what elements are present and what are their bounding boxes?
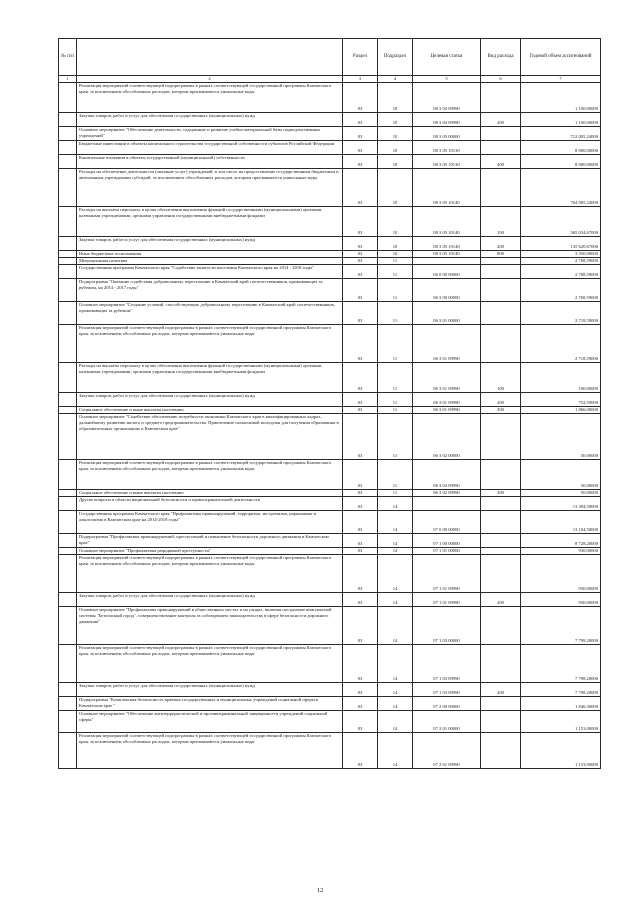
table-row bbox=[59, 407, 601, 414]
row-name-cell: Закупка товаров, работ и услуг для обеспечения государственных (муниципальных) нужд bbox=[77, 237, 343, 251]
row-number-cell bbox=[59, 697, 77, 711]
row-target-article-cell: 08 3 05 10140 bbox=[413, 169, 481, 207]
row-amount-cell: 13 394,50000 bbox=[521, 497, 601, 511]
row-name-cell: Закупка товаров, работ и услуг для обеспечения государственных (муниципальных) нужд bbox=[77, 593, 343, 607]
table-row bbox=[59, 207, 601, 237]
budget-table bbox=[58, 38, 601, 769]
row-name-cell: Закупка товаров, работ и услуг для обеспечения государственных (муниципальных) нужд bbox=[77, 113, 343, 127]
row-target-article-cell: 07 1 01 09990 bbox=[413, 593, 481, 607]
row-section-cell: 03 bbox=[343, 325, 378, 363]
row-subsection-cell: 14 bbox=[378, 534, 413, 548]
row-number-cell bbox=[59, 155, 77, 169]
row-name-cell: Государственная программа Камчатского края "Профилактика правонарушений, терроризма, экстремизма, наркомании и алкоголизма в Камчатском крае на 2014-2018 годы" bbox=[77, 511, 343, 534]
row-name-cell: Основное мероприятие "Обеспечение деятельности, содержание и развитие учебно-материальной базы подведомственных учреждений" bbox=[77, 127, 343, 141]
row-name-cell: Социальное обеспечение и иные выплаты населению bbox=[77, 407, 343, 414]
row-section-cell: 03 bbox=[343, 697, 378, 711]
row-subsection-cell: 14 bbox=[378, 511, 413, 534]
row-expense-type-cell bbox=[481, 414, 521, 460]
row-section-cell: 03 bbox=[343, 127, 378, 141]
table-row bbox=[59, 548, 601, 555]
table-row bbox=[59, 645, 601, 683]
row-section-cell: 03 bbox=[343, 460, 378, 490]
row-number-cell bbox=[59, 497, 77, 511]
table-row bbox=[59, 733, 601, 769]
row-target-article-cell: 07 2 01 09990 bbox=[413, 733, 481, 769]
row-subsection-cell: 10 bbox=[378, 113, 413, 127]
row-section-cell: 03 bbox=[343, 607, 378, 645]
row-subsection-cell: 11 bbox=[378, 460, 413, 490]
row-target-article-cell: 06 3 01 09990 bbox=[413, 407, 481, 414]
col-header-target-article: Целевая статья bbox=[413, 39, 481, 76]
row-amount-cell: 2 768,59000 bbox=[521, 258, 601, 265]
row-amount-cell: 930,00000 bbox=[521, 548, 601, 555]
row-subsection-cell: 11 bbox=[378, 393, 413, 407]
row-target-article-cell: 08 3 04 09990 bbox=[413, 83, 481, 113]
row-target-article-cell: 06 3 01 09990 bbox=[413, 363, 481, 393]
row-target-article-cell: 08 3 05 00000 bbox=[413, 127, 481, 141]
row-subsection-cell: 11 bbox=[378, 279, 413, 302]
table-row bbox=[59, 534, 601, 548]
row-expense-type-cell bbox=[481, 607, 521, 645]
row-expense-type-cell bbox=[481, 83, 521, 113]
row-target-article-cell: 07 1 03 09990 bbox=[413, 645, 481, 683]
row-amount-cell: 50,00000 bbox=[521, 414, 601, 460]
row-section-cell: 03 bbox=[343, 279, 378, 302]
row-section-cell: 03 bbox=[343, 363, 378, 393]
table-row bbox=[59, 141, 601, 155]
row-name-cell: Закупка товаров, работ и услуг для обеспечения государственных (муниципальных) нужд bbox=[77, 683, 343, 697]
table-row bbox=[59, 113, 601, 127]
row-subsection-cell: 10 bbox=[378, 155, 413, 169]
row-number-cell bbox=[59, 593, 77, 607]
table-row bbox=[59, 460, 601, 490]
row-target-article-cell: 06 0 00 00000 bbox=[413, 265, 481, 279]
table-row bbox=[59, 497, 601, 511]
row-expense-type-cell: 200 bbox=[481, 393, 521, 407]
row-target-article-cell: 08 3 04 09990 bbox=[413, 113, 481, 127]
row-section-cell: 03 bbox=[343, 733, 378, 769]
row-name-cell: Реализация мероприятий соответствующей подпрограммы в рамках соответствующей государственной программы Камчатского края, за исключением обособленных расходов, которым присваиваются уникальные коды bbox=[77, 83, 343, 113]
row-section-cell: 03 bbox=[343, 251, 378, 258]
row-section-cell: 03 bbox=[343, 237, 378, 251]
row-target-article-cell bbox=[413, 497, 481, 511]
row-amount-cell: 1 153,00000 bbox=[521, 733, 601, 769]
table-body bbox=[59, 83, 601, 769]
row-amount-cell: 2 768,59000 bbox=[521, 279, 601, 302]
row-section-cell: 03 bbox=[343, 207, 378, 237]
row-number-cell bbox=[59, 711, 77, 733]
row-amount-cell: 712 005,24000 bbox=[521, 127, 601, 141]
row-subsection-cell: 11 bbox=[378, 363, 413, 393]
col-header-expense-type: Вид расхода bbox=[481, 39, 521, 76]
row-name-cell: Основное мероприятие "Профилактика правонарушений в общественных местах и на улицах, включая построение комплексной системы "Безопасный город", совершенствование контроля за соблюдением законодательства в сфере безопасности дорожного движения" bbox=[77, 607, 343, 645]
row-subsection-cell: 11 bbox=[378, 258, 413, 265]
row-section-cell: 03 bbox=[343, 548, 378, 555]
row-number-cell bbox=[59, 645, 77, 683]
row-number-cell bbox=[59, 113, 77, 127]
row-number-cell bbox=[59, 258, 77, 265]
row-section-cell: 03 bbox=[343, 497, 378, 511]
row-subsection-cell: 11 bbox=[378, 407, 413, 414]
row-subsection-cell: 11 bbox=[378, 490, 413, 497]
row-expense-type-cell bbox=[481, 279, 521, 302]
row-number-cell bbox=[59, 169, 77, 207]
table-row bbox=[59, 325, 601, 363]
row-name-cell: Капитальные вложения в объекты государственной (муниципальной) собственности bbox=[77, 155, 343, 169]
row-target-article-cell: 08 3 05 10130 bbox=[413, 155, 481, 169]
row-target-article-cell: 07 1 00 00000 bbox=[413, 534, 481, 548]
table-row bbox=[59, 697, 601, 711]
row-expense-type-cell bbox=[481, 265, 521, 279]
row-name-cell: Основное мероприятие "Обеспечение антитеррористической и противокриминальной защищенности учреждений социальной сферы" bbox=[77, 711, 343, 733]
row-subsection-cell: 14 bbox=[378, 711, 413, 733]
row-subsection-cell: 14 bbox=[378, 555, 413, 593]
row-name-cell: Социальное обеспечение и иные выплаты населению bbox=[77, 490, 343, 497]
row-amount-cell: 50,00000 bbox=[521, 490, 601, 497]
row-name-cell: Расходы на выплаты персоналу в целях обеспечения выполнения функций государственными (муниципальными) органами, казенными учреждениями, органами управления государственными внебюджетными фондами bbox=[77, 363, 343, 393]
row-section-cell: 03 bbox=[343, 534, 378, 548]
row-number-cell bbox=[59, 683, 77, 697]
row-subsection-cell: 14 bbox=[378, 593, 413, 607]
row-expense-type-cell: 300 bbox=[481, 490, 521, 497]
column-index: 1 bbox=[59, 76, 77, 83]
row-name-cell: Государственная программа Камчатского края "Содействие занятости населения Камчатского края на 2014 - 2018 годы" bbox=[77, 265, 343, 279]
row-target-article-cell: 06 3 01 00000 bbox=[413, 302, 481, 325]
table-row bbox=[59, 490, 601, 497]
row-subsection-cell: 10 bbox=[378, 207, 413, 237]
row-target-article-cell: 06 3 00 00000 bbox=[413, 279, 481, 302]
row-target-article-cell: 06 3 02 00000 bbox=[413, 414, 481, 460]
row-name-cell: Другие вопросы в области национальной безопасности и правоохранительной деятельности bbox=[77, 497, 343, 511]
row-section-cell: 03 bbox=[343, 113, 378, 127]
row-amount-cell: 7 798,20000 bbox=[521, 683, 601, 697]
row-number-cell bbox=[59, 407, 77, 414]
row-subsection-cell: 10 bbox=[378, 127, 413, 141]
row-name-cell: Миграционная политика bbox=[77, 258, 343, 265]
row-section-cell: 03 bbox=[343, 258, 378, 265]
row-target-article-cell: 06 3 01 09990 bbox=[413, 393, 481, 407]
table-row bbox=[59, 555, 601, 593]
row-number-cell bbox=[59, 548, 77, 555]
row-amount-cell: 1 100,00000 bbox=[521, 113, 601, 127]
row-name-cell: Основное мероприятие "Профилактика рецидивной преступности" bbox=[77, 548, 343, 555]
row-subsection-cell: 14 bbox=[378, 645, 413, 683]
row-name-cell: Иные бюджетные ассигнования bbox=[77, 251, 343, 258]
row-name-cell: Подпрограмма "Комплексная безопасность краевых государственных и муниципальных учреждений социальной сферы в Камчатском крае " bbox=[77, 697, 343, 711]
column-index-row bbox=[59, 76, 601, 83]
row-expense-type-cell: 200 bbox=[481, 683, 521, 697]
row-expense-type-cell bbox=[481, 127, 521, 141]
row-section-cell: 03 bbox=[343, 555, 378, 593]
row-number-cell bbox=[59, 733, 77, 769]
table-row bbox=[59, 251, 601, 258]
row-amount-cell: 7 798,20000 bbox=[521, 645, 601, 683]
table-row bbox=[59, 279, 601, 302]
row-number-cell bbox=[59, 302, 77, 325]
row-name-cell: Реализация мероприятий соответствующей подпрограммы в рамках соответствующей государственной программы Камчатского края, за исключением обособленных расходов, которым присваиваются уникальные коды bbox=[77, 645, 343, 683]
row-section-cell: 03 bbox=[343, 490, 378, 497]
row-target-article-cell: 07 1 01 00000 bbox=[413, 548, 481, 555]
row-expense-type-cell: 300 bbox=[481, 407, 521, 414]
table-row bbox=[59, 363, 601, 393]
row-amount-cell: 2 768,59000 bbox=[521, 265, 601, 279]
col-header-section: Раздел bbox=[343, 39, 378, 76]
row-target-article-cell: 08 3 05 10140 bbox=[413, 237, 481, 251]
row-name-cell: Расходы на обеспечение деятельности (оказание услуг) учреждений, в том числе на предоставление государственным бюджетным и автономным учреждениям субсидий, за исключением обособленных расходов, которым присваиваются уникальные коды bbox=[77, 169, 343, 207]
row-section-cell: 03 bbox=[343, 711, 378, 733]
table-row bbox=[59, 593, 601, 607]
row-expense-type-cell bbox=[481, 325, 521, 363]
row-expense-type-cell bbox=[481, 697, 521, 711]
row-amount-cell: 2 718,59000 bbox=[521, 325, 601, 363]
table-row bbox=[59, 265, 601, 279]
row-amount-cell: 3 350,00000 bbox=[521, 251, 601, 258]
row-number-cell bbox=[59, 207, 77, 237]
table-row bbox=[59, 711, 601, 733]
row-target-article-cell: 07 1 03 09990 bbox=[413, 683, 481, 697]
row-section-cell: 03 bbox=[343, 414, 378, 460]
col-header-name bbox=[77, 39, 343, 76]
row-expense-type-cell: 200 bbox=[481, 237, 521, 251]
table-row bbox=[59, 511, 601, 534]
row-amount-cell: 565 034,67000 bbox=[521, 207, 601, 237]
row-amount-cell: 50,00000 bbox=[521, 460, 601, 490]
row-number-cell bbox=[59, 607, 77, 645]
column-index: 4 bbox=[378, 76, 413, 83]
row-section-cell: 03 bbox=[343, 141, 378, 155]
column-index: 7 bbox=[521, 76, 601, 83]
row-expense-type-cell: 200 bbox=[481, 593, 521, 607]
row-number-cell bbox=[59, 555, 77, 593]
row-subsection-cell: 11 bbox=[378, 302, 413, 325]
row-number-cell bbox=[59, 265, 77, 279]
row-amount-cell: 1 866,00000 bbox=[521, 407, 601, 414]
row-expense-type-cell: 400 bbox=[481, 155, 521, 169]
row-expense-type-cell: 100 bbox=[481, 207, 521, 237]
row-subsection-cell: 10 bbox=[378, 169, 413, 207]
row-number-cell bbox=[59, 414, 77, 460]
row-name-cell: Реализация мероприятий соответствующей подпрограммы в рамках соответствующей государственной программы Камчатского края, за исключением обособленных расходов, которым присваиваются уникальные коды bbox=[77, 460, 343, 490]
table-row bbox=[59, 258, 601, 265]
row-expense-type-cell bbox=[481, 534, 521, 548]
row-number-cell bbox=[59, 127, 77, 141]
row-target-article-cell: 07 1 03 00000 bbox=[413, 607, 481, 645]
row-number-cell bbox=[59, 141, 77, 155]
row-name-cell: Основное мероприятие "Создание условий, способствующих добровольному переселению в Камчатский край соотечественников, проживающих за рубежом" bbox=[77, 302, 343, 325]
row-number-cell bbox=[59, 490, 77, 497]
table-row bbox=[59, 414, 601, 460]
row-target-article-cell: 07 1 01 09990 bbox=[413, 555, 481, 593]
page-number: 12 bbox=[316, 887, 324, 894]
row-number-cell bbox=[59, 363, 77, 393]
row-amount-cell: 8 000,00000 bbox=[521, 141, 601, 155]
row-expense-type-cell: 200 bbox=[481, 113, 521, 127]
row-section-cell: 03 bbox=[343, 393, 378, 407]
row-amount-cell: 135 620,67000 bbox=[521, 237, 601, 251]
table-row bbox=[59, 302, 601, 325]
row-subsection-cell: 10 bbox=[378, 237, 413, 251]
row-section-cell: 03 bbox=[343, 83, 378, 113]
row-amount-cell: 704 005,24000 bbox=[521, 169, 601, 207]
row-name-cell: Реализация мероприятий соответствующей подпрограммы в рамках соответствующей государственной программы Камчатского края, за исключением обособленных расходов, которым присваиваются уникальные коды bbox=[77, 733, 343, 769]
row-subsection-cell: 11 bbox=[378, 265, 413, 279]
row-subsection-cell: 11 bbox=[378, 325, 413, 363]
row-name-cell: Подпрограмма "Оказание содействия добровольному переселению в Камчатский край соотечественников, проживающих за рубежом, на 2014 - 2017 годы" bbox=[77, 279, 343, 302]
row-section-cell: 03 bbox=[343, 302, 378, 325]
row-subsection-cell: 10 bbox=[378, 251, 413, 258]
table-row bbox=[59, 169, 601, 207]
row-name-cell: Расходы на выплаты персоналу в целях обеспечения выполнения функций государственными (муниципальными) органами, казенными учреждениями, органами управления государственными внебюджетными фондами bbox=[77, 207, 343, 237]
row-subsection-cell: 11 bbox=[378, 414, 413, 460]
row-amount-cell: 930,00000 bbox=[521, 593, 601, 607]
table-header bbox=[59, 39, 601, 83]
row-name-cell: Реализация мероприятий соответствующей подпрограммы в рамках соответствующей государственной программы Камчатского края, за исключением обособленных расходов, которым присваиваются уникальные коды bbox=[77, 325, 343, 363]
budget-table-sheet bbox=[58, 38, 600, 769]
row-section-cell: 03 bbox=[343, 511, 378, 534]
row-amount-cell: 2 718,59000 bbox=[521, 302, 601, 325]
row-expense-type-cell bbox=[481, 548, 521, 555]
row-expense-type-cell bbox=[481, 555, 521, 593]
row-section-cell: 03 bbox=[343, 265, 378, 279]
row-number-cell bbox=[59, 534, 77, 548]
row-target-article-cell: 08 3 05 10140 bbox=[413, 207, 481, 237]
row-amount-cell: 100,00000 bbox=[521, 363, 601, 393]
row-number-cell bbox=[59, 325, 77, 363]
row-number-cell bbox=[59, 393, 77, 407]
row-section-cell: 03 bbox=[343, 407, 378, 414]
row-target-article-cell: 06 3 02 09990 bbox=[413, 460, 481, 490]
row-subsection-cell: 14 bbox=[378, 607, 413, 645]
row-target-article-cell: 07 2 01 00000 bbox=[413, 711, 481, 733]
row-amount-cell: 7 798,20000 bbox=[521, 607, 601, 645]
row-section-cell: 03 bbox=[343, 683, 378, 697]
row-amount-cell: 8 000,00000 bbox=[521, 155, 601, 169]
row-amount-cell: 930,00000 bbox=[521, 555, 601, 593]
row-target-article-cell: 08 3 05 10130 bbox=[413, 141, 481, 155]
row-amount-cell: 8 728,20000 bbox=[521, 534, 601, 548]
row-name-cell: Подпрограмма "Профилактика правонарушений, преступлений и повышение безопасности дорожного движения в Камчатском крае" bbox=[77, 534, 343, 548]
row-target-article-cell bbox=[413, 258, 481, 265]
row-target-article-cell: 08 3 05 10140 bbox=[413, 251, 481, 258]
row-expense-type-cell bbox=[481, 460, 521, 490]
row-subsection-cell: 14 bbox=[378, 548, 413, 555]
table-row bbox=[59, 683, 601, 697]
col-header-number: № п/п bbox=[59, 39, 77, 76]
row-expense-type-cell bbox=[481, 302, 521, 325]
row-expense-type-cell bbox=[481, 711, 521, 733]
row-expense-type-cell bbox=[481, 733, 521, 769]
column-index: 5 bbox=[413, 76, 481, 83]
row-section-cell: 03 bbox=[343, 155, 378, 169]
table-row bbox=[59, 83, 601, 113]
row-name-cell: Бюджетные инвестиции в объекты капитального строительства государственной собственности субъектов Российской Федерации bbox=[77, 141, 343, 155]
row-subsection-cell: 14 bbox=[378, 697, 413, 711]
row-expense-type-cell bbox=[481, 645, 521, 683]
row-amount-cell: 1 100,00000 bbox=[521, 83, 601, 113]
table-row bbox=[59, 607, 601, 645]
row-number-cell bbox=[59, 511, 77, 534]
row-number-cell bbox=[59, 83, 77, 113]
row-number-cell bbox=[59, 251, 77, 258]
row-amount-cell: 1 846,30000 bbox=[521, 697, 601, 711]
column-index: 3 bbox=[343, 76, 378, 83]
row-target-article-cell: 07 2 00 00000 bbox=[413, 697, 481, 711]
row-target-article-cell: 06 3 01 09990 bbox=[413, 325, 481, 363]
row-number-cell bbox=[59, 237, 77, 251]
row-section-cell: 03 bbox=[343, 169, 378, 207]
row-target-article-cell: 06 3 02 09990 bbox=[413, 490, 481, 497]
row-expense-type-cell bbox=[481, 511, 521, 534]
row-expense-type-cell: 800 bbox=[481, 251, 521, 258]
row-name-cell: Основное мероприятие "Содействие обеспечению потребности экономики Камчатского края в квалифицированных кадрах, дальнейшему развитию малого и среднего предпринимательства. Привлечение талантливой молодежи для получения образования в образовательных организациях в Камчатском крае" bbox=[77, 414, 343, 460]
row-amount-cell: 13 104,50000 bbox=[521, 511, 601, 534]
row-number-cell bbox=[59, 460, 77, 490]
col-header-annual-volume: Годовой объем ассигнований bbox=[521, 39, 601, 76]
row-subsection-cell: 10 bbox=[378, 141, 413, 155]
row-subsection-cell: 10 bbox=[378, 83, 413, 113]
column-index: 2 bbox=[77, 76, 343, 83]
row-expense-type-cell bbox=[481, 258, 521, 265]
table-row bbox=[59, 127, 601, 141]
row-expense-type-cell bbox=[481, 497, 521, 511]
row-subsection-cell: 14 bbox=[378, 683, 413, 697]
row-name-cell: Реализация мероприятий соответствующей подпрограммы в рамках соответствующей государственной программы Камчатского края, за исключением обособленных расходов, которым присваиваются уникальные коды bbox=[77, 555, 343, 593]
table-row bbox=[59, 155, 601, 169]
col-header-subsection: Подраздел bbox=[378, 39, 413, 76]
row-subsection-cell: 14 bbox=[378, 733, 413, 769]
table-row bbox=[59, 393, 601, 407]
table-row bbox=[59, 237, 601, 251]
row-section-cell: 03 bbox=[343, 593, 378, 607]
row-name-cell: Закупка товаров, работ и услуг для обеспечения государственных (муниципальных) нужд bbox=[77, 393, 343, 407]
row-number-cell bbox=[59, 279, 77, 302]
row-target-article-cell: 07 0 00 00000 bbox=[413, 511, 481, 534]
row-section-cell: 03 bbox=[343, 645, 378, 683]
row-subsection-cell: 14 bbox=[378, 497, 413, 511]
row-expense-type-cell: 100 bbox=[481, 363, 521, 393]
column-index: 6 bbox=[481, 76, 521, 83]
row-expense-type-cell bbox=[481, 141, 521, 155]
row-expense-type-cell bbox=[481, 169, 521, 207]
row-amount-cell: 1 153,00000 bbox=[521, 711, 601, 733]
row-amount-cell: 752,59000 bbox=[521, 393, 601, 407]
